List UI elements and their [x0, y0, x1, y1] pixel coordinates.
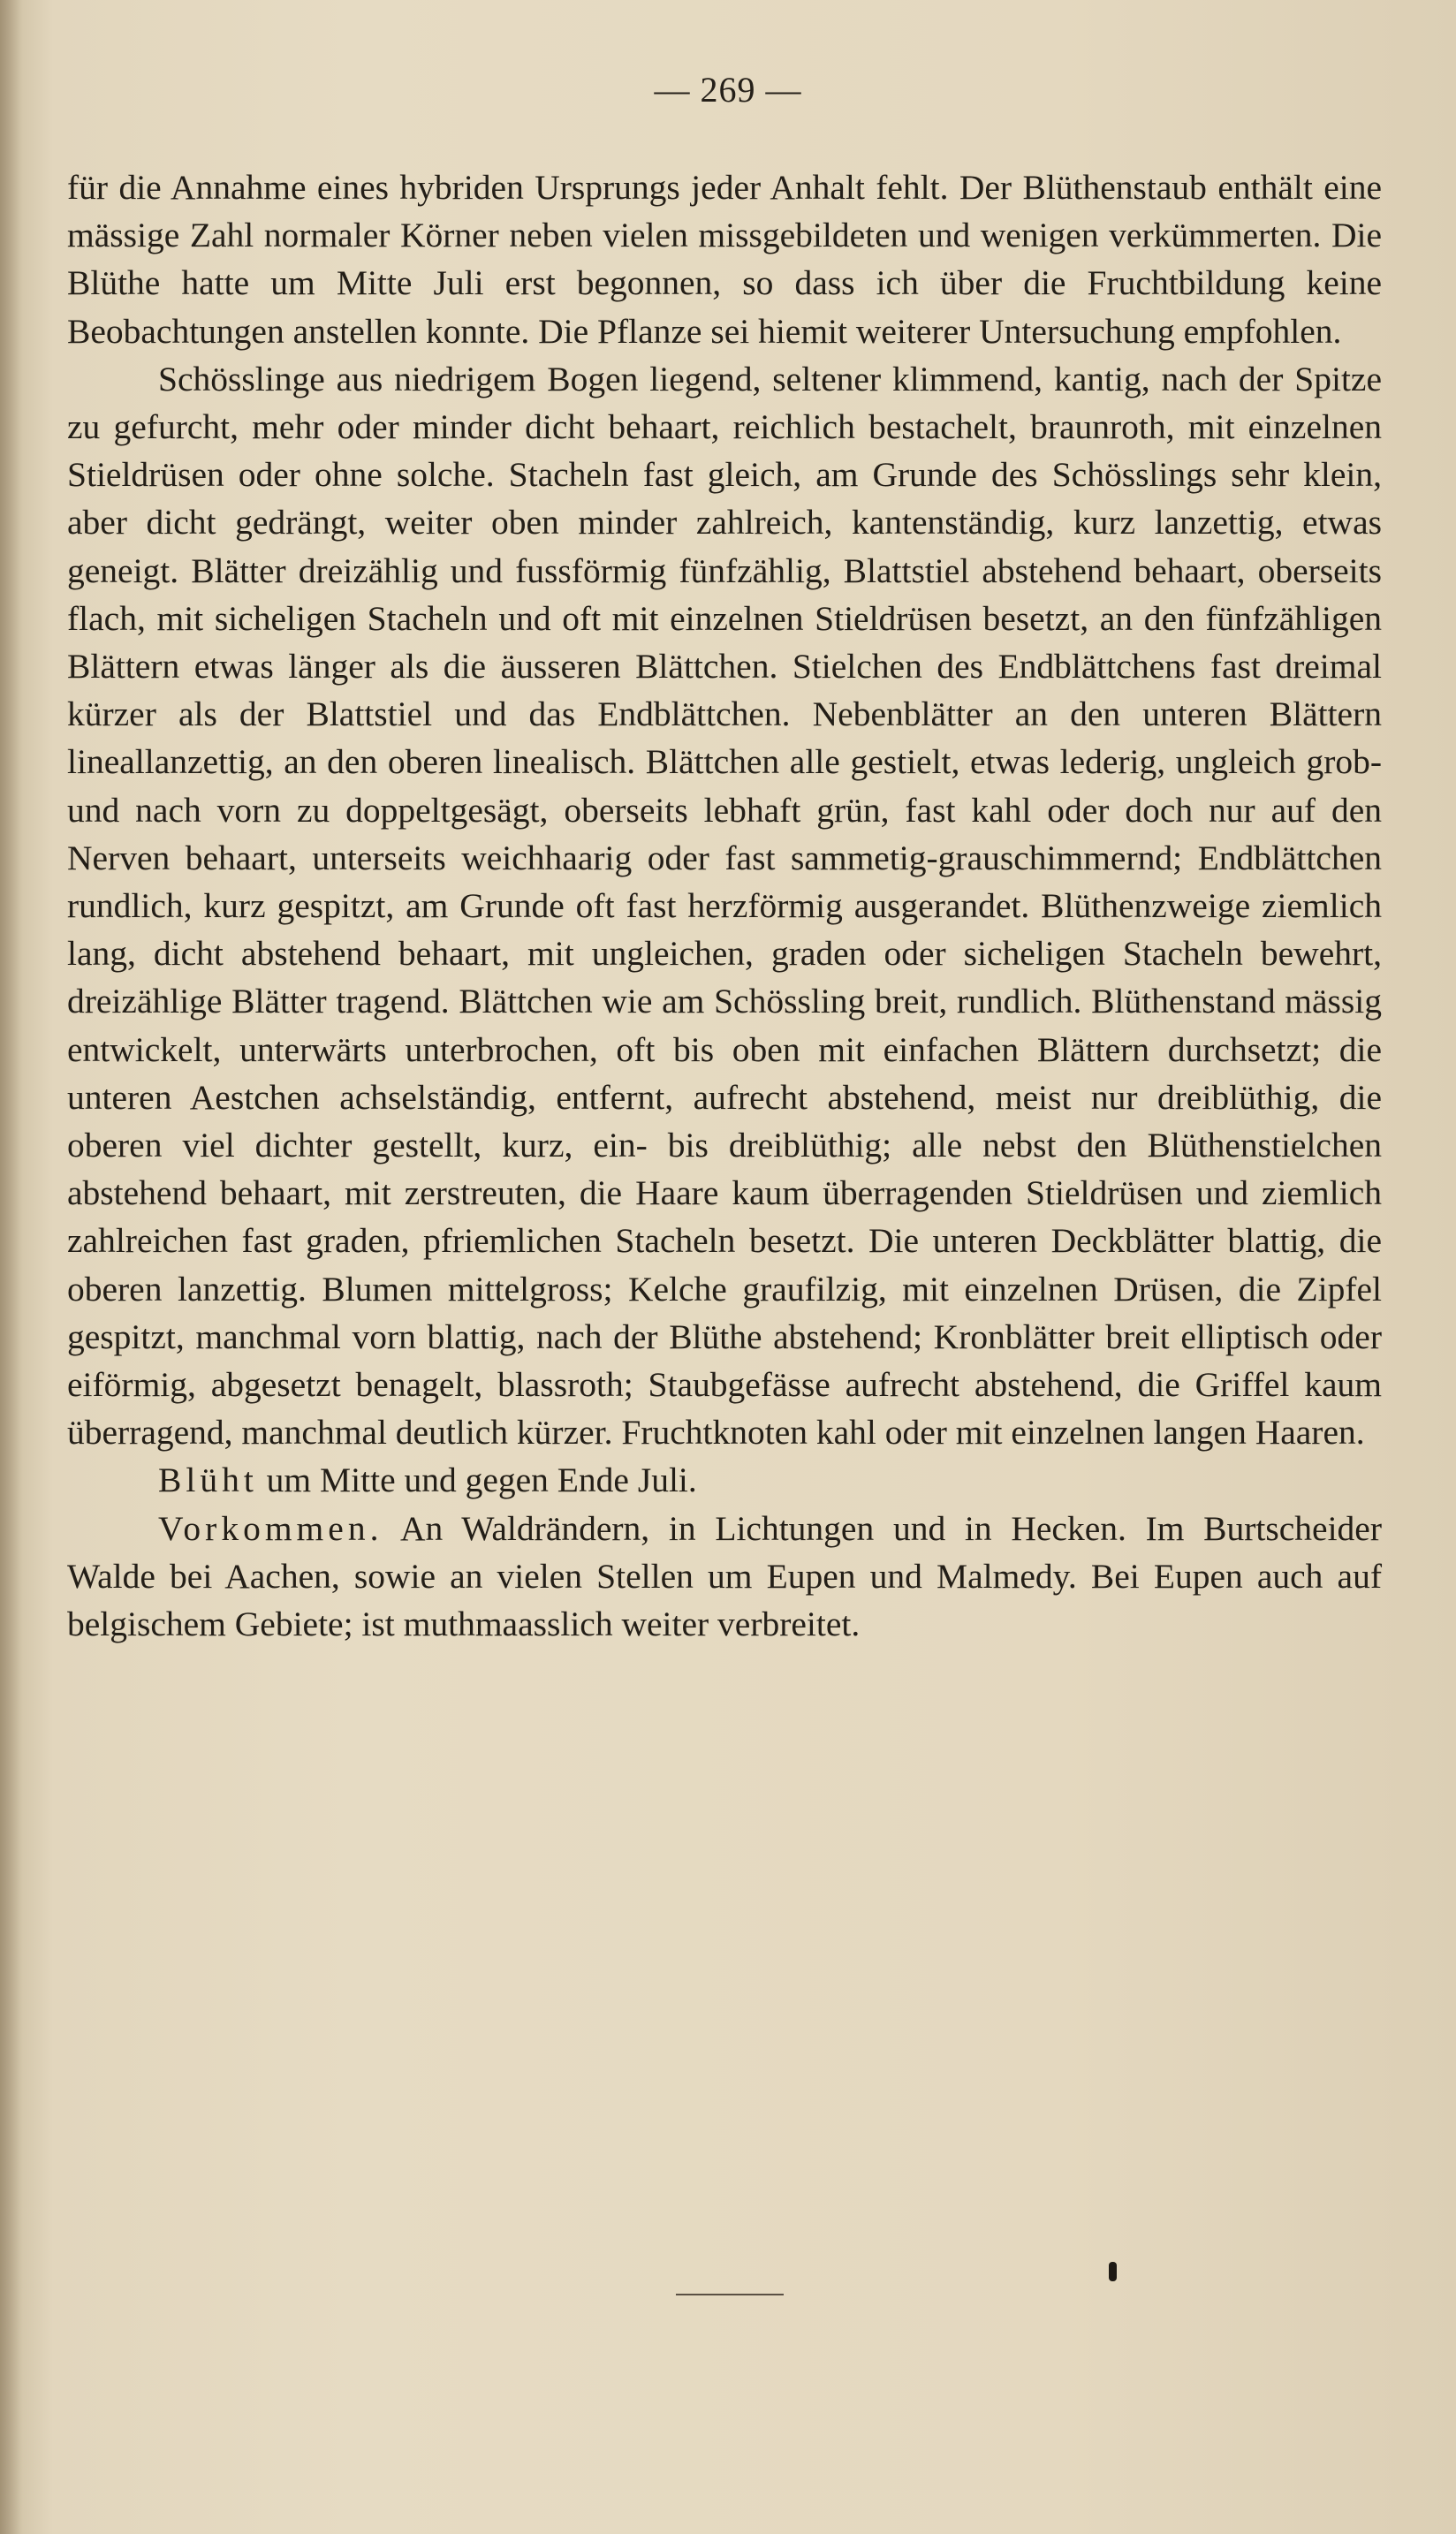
paragraph-description: Schösslinge aus niedrigem Bogen liegend, seltener klimmend, kantig, nach der Spitze zu gefurcht, mehr oder minder dicht behaart, reichlich bestachelt, braunroth, mit einzelnen Stieldrüsen oder ohne solche. Stacheln fast gleich, am Grunde des Schösslings sehr klein, aber dicht gedrängt, weiter oben minder zahlreich, kantenständig, kurz lanzettig, etwas geneigt. Blätter dreizählig und fussförmig fünfzählig, Blattstiel abstehend behaart, oberseits flach, mit sicheligen Stacheln und oft mit einzelnen Stieldrüsen besetzt, an den fünfzähligen Blättern etwas länger als die äusseren Blättchen. Stielchen des Endblättchens fast dreimal kürzer als der Blattstiel und das Endblättchen. Nebenblätter an den unteren Blättern lineallanzettig, an den oberen linealisch. Blättchen alle gestielt, etwas lederig, ungleich grob- und nach vorn zu doppeltgesägt, oberseits lebhaft grün, fast kahl oder doch nur auf den Nerven behaart, unterseits weichhaarig oder fast sammetig-grauschimmernd; Endblättchen rundlich, kurz gespitzt, am Grunde oft fast herzförmig ausgerandet. Blüthenzweige ziemlich lang, dicht abstehend behaart, mit ungleichen, graden oder sicheligen Stacheln bewehrt, dreizählige Blätter tragend. Blättchen wie am Schössling breit, rundlich. Blüthenstand mässig entwickelt, unterwärts unterbrochen, oft bis oben mit einfachen Blättern durchsetzt; die unteren Aestchen achselständig, entfernt, aufrecht abstehend, meist nur dreiblüthig, die oberen viel dichter gestellt, kurz, ein- bis dreiblüthig; alle nebst den Blüthenstielchen abstehend behaart, mit zerstreuten, die Haare kaum überragenden Stieldrüsen und ziemlich zahlreichen fast graden, pfriemlichen Stacheln besetzt. Die unteren Deckblätter blattig, die oberen lanzettig. Blumen mittelgross; Kelche graufilzig, mit einzelnen Drüsen, die Zipfel gespitzt, manchmal vorn blattig, nach der Blüthe abstehend; Kronblätter breit elliptisch oder eiförmig, abgesetzt benagelt, blassroth; Staubgefässe aufrecht abstehend, die Griffel kaum überragend, manchmal deutlich kürzer. Fruchtknoten kahl oder mit einzelnen langen Haaren. — [67, 359, 1382, 1453]
paragraph-occurrence — [67, 1505, 1382, 1649]
bloom-label: Blüht — [158, 1460, 258, 1500]
body-text — [67, 163, 1382, 1648]
paragraph-continuation: für die Annahme eines hybriden Ursprungs jeder Anhalt fehlt. Der Blüthenstaub enthält eine mässige Zahl normaler Körner neben vielen missgebildeten und wenigen verkümmerten. Die Blüthe hatte um Mitte Juli erst begonnen, so dass ich über die Fruchtbildung keine Beobachtungen anstellen konnte. Die Pflanze sei hiemit weiterer Untersuchung empfohlen. — [67, 168, 1382, 351]
binding-shadow — [0, 0, 23, 2534]
page-number: — 269 — — [654, 70, 802, 110]
ink-speck — [1109, 2262, 1117, 2281]
bloom-text: um Mitte und gegen Ende Juli. — [266, 1460, 697, 1500]
occurrence-label: Vorkommen. — [158, 1508, 383, 1548]
paragraph-bloom — [67, 1456, 1382, 1504]
end-rule — [676, 2294, 784, 2295]
occurrence-text: An Waldrändern, in Lichtungen und in Hecken. Im Burtscheider Walde bei Aachen, sowie an vielen Stellen um Eupen und Malmedy. Bei Eupen auch auf belgischem Gebiete; ist muthmaasslich weiter verbreitet. — [67, 1508, 1382, 1644]
